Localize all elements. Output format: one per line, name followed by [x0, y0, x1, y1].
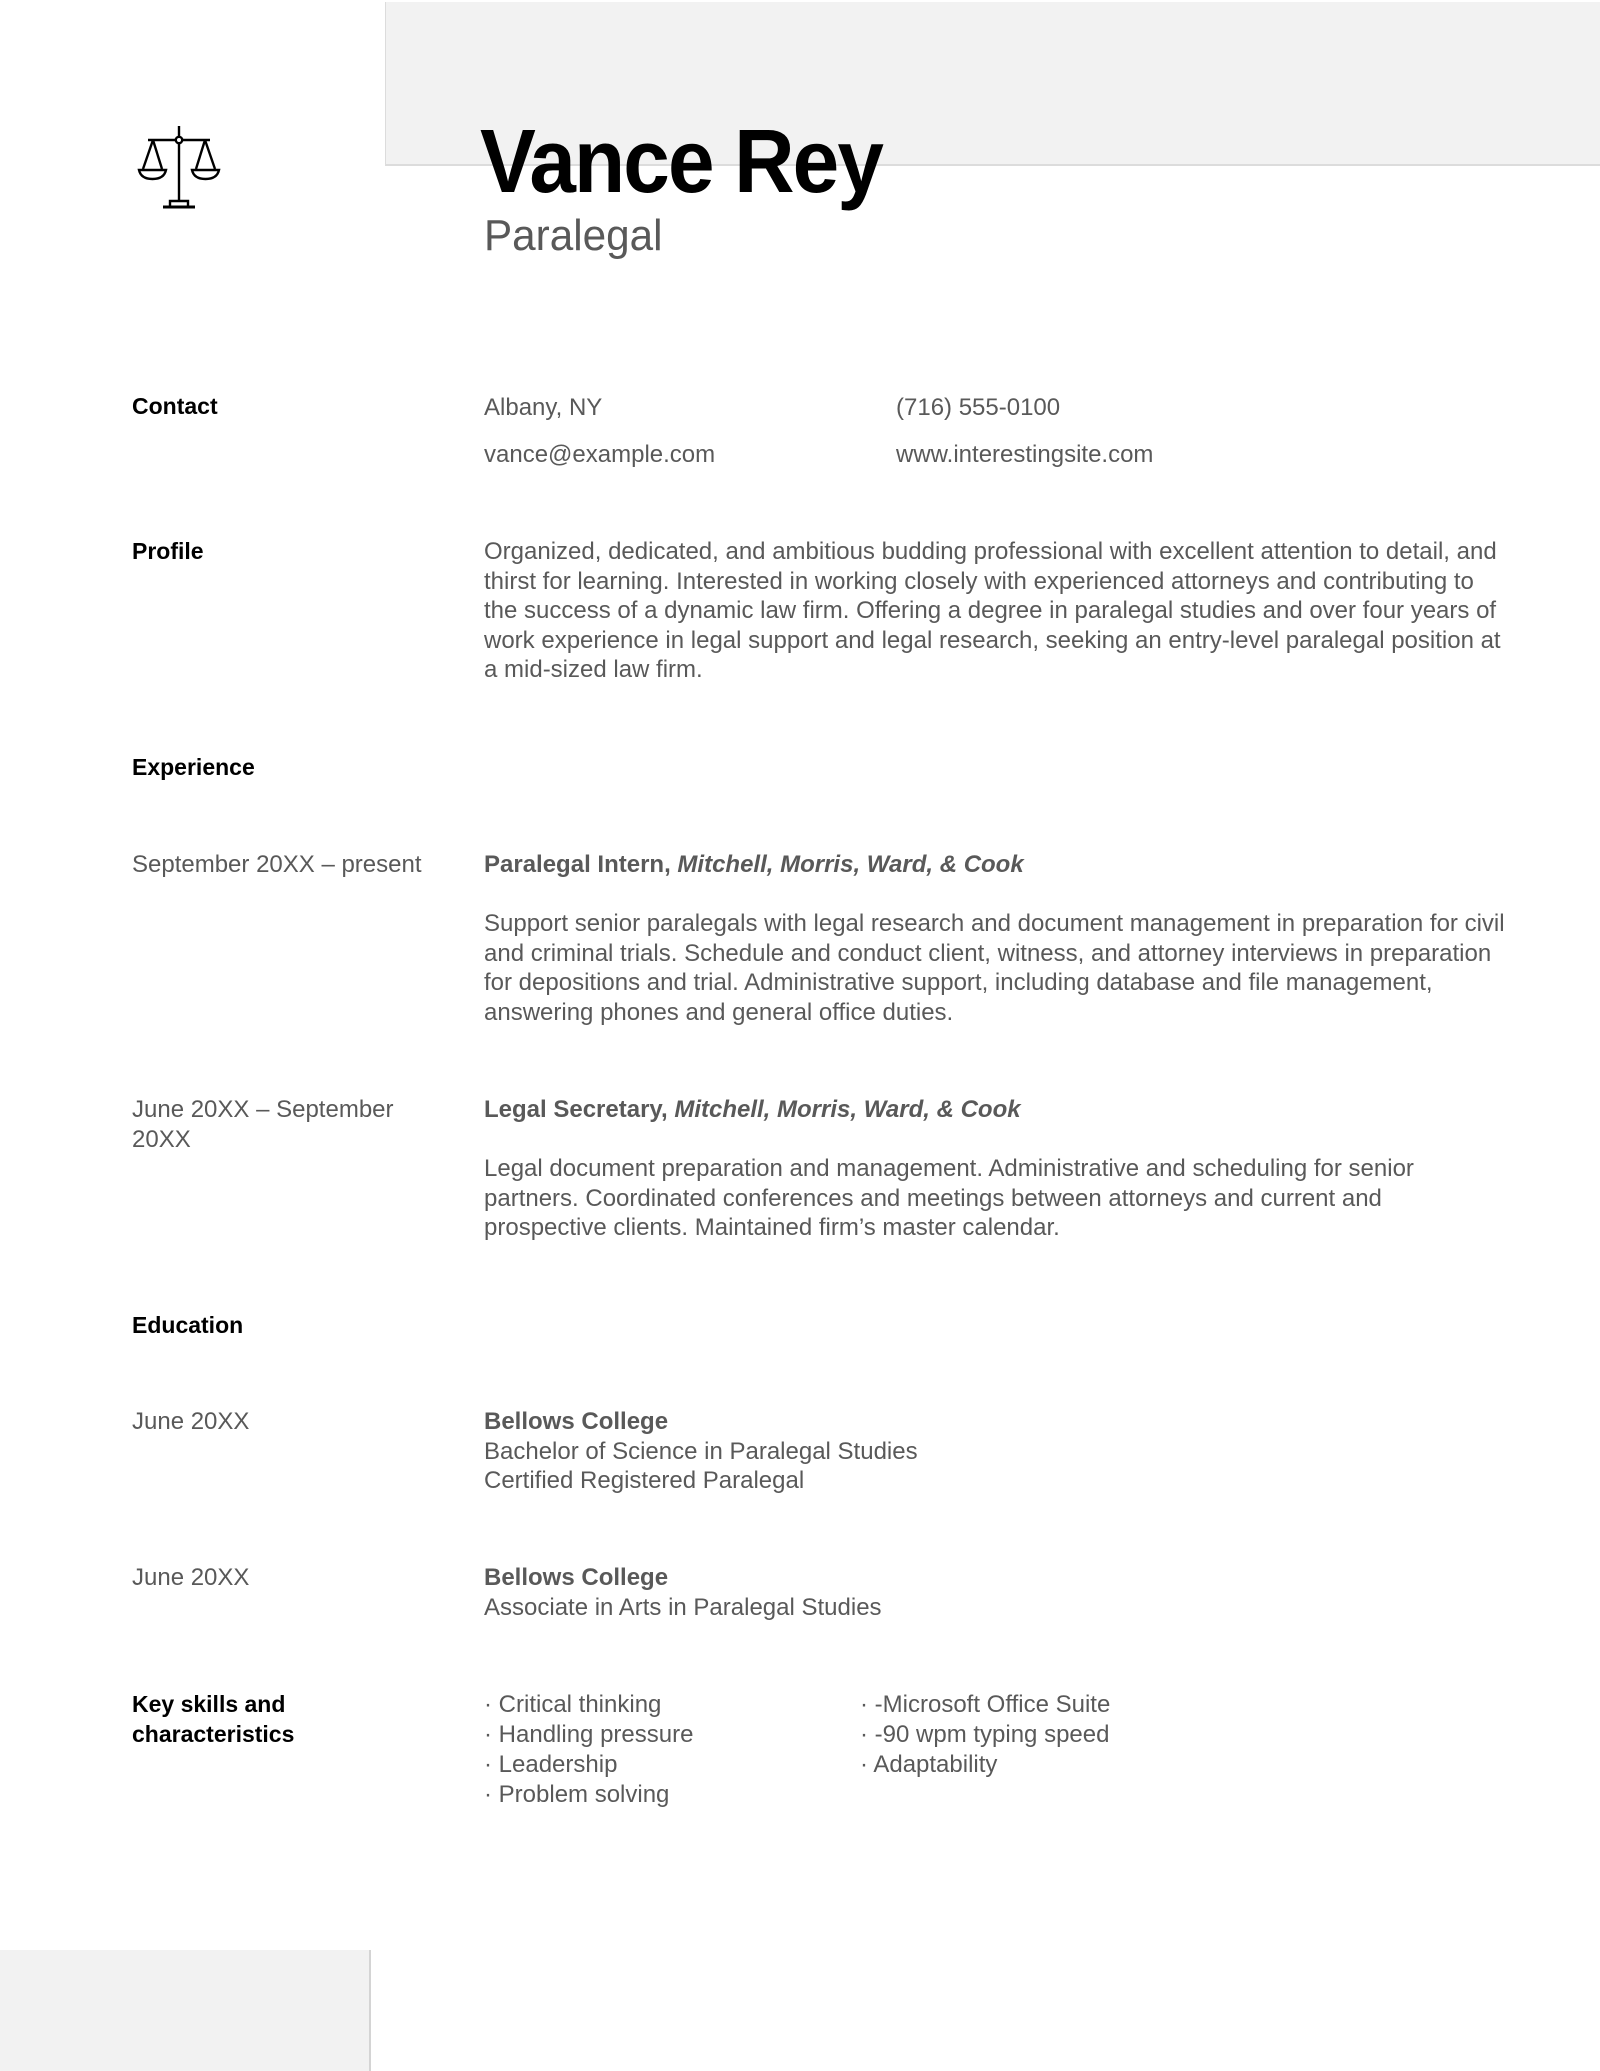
- experience-dates: September 20XX – present: [132, 851, 422, 878]
- education-school: Bellows College: [484, 1564, 669, 1591]
- skill-item: · Handling pressure: [484, 1721, 694, 1748]
- candidate-name: Vance Rey: [480, 112, 883, 212]
- education-date: June 20XX: [132, 1408, 250, 1435]
- section-label-contact: Contact: [132, 393, 218, 419]
- scales-of-justice-icon: [134, 124, 224, 214]
- experience-dates: June 20XX – September 20XX: [132, 1096, 394, 1153]
- education-school: Bellows College: [484, 1408, 669, 1435]
- contact-phone[interactable]: (716) 555-0100: [896, 394, 1061, 421]
- contact-website[interactable]: www.interestingsite.com: [896, 441, 1154, 468]
- job-company: Mitchell, Morris, Ward, & Cook: [677, 851, 1024, 878]
- experience-description: Support senior paralegals with legal research and document management in preparation for civil and criminal trials. Schedule and conduct client, witness, and attorney interviews in preparation for depositions and trial. Administrative support, including database and file management, answering phones and general office duties.: [484, 910, 1505, 1026]
- profile-text: Organized, dedicated, and ambitious budding professional with excellent attention to detail, and thirst for learning. Interested in working closely with experienced attorneys and contributing to the success of a dynamic law firm. Offering a degree in paralegal studies and over four years of work experience in legal support and legal research, seeking an entry-level paralegal position at a mid-sized law firm.: [484, 538, 1501, 683]
- education-degree: Associate in Arts in Paralegal Studies: [484, 1593, 882, 1621]
- section-label-skills: Key skills and characteristics: [132, 1691, 295, 1747]
- skill-item: · Critical thinking: [484, 1691, 662, 1718]
- education-date: June 20XX: [132, 1564, 250, 1591]
- skill-item: · Adaptability: [860, 1751, 998, 1778]
- contact-email[interactable]: vance@example.com: [484, 441, 716, 468]
- candidate-title: Paralegal: [484, 211, 663, 260]
- job-company: Mitchell, Morris, Ward, & Cook: [674, 1096, 1021, 1123]
- skills-column-2: [860, 1690, 1110, 1780]
- section-label-education: Education: [132, 1312, 244, 1338]
- skill-item: · -90 wpm typing speed: [860, 1721, 1110, 1748]
- section-label-experience: Experience: [132, 754, 255, 780]
- skills-column-1: [484, 1690, 693, 1810]
- experience-title: [484, 850, 1024, 880]
- experience-title: [484, 1095, 1021, 1125]
- skill-item: · Problem solving: [484, 1781, 670, 1808]
- contact-location: Albany, NY: [484, 394, 603, 421]
- education-entry: [484, 1407, 918, 1496]
- footer-block: [0, 1950, 371, 2071]
- job-role: Paralegal Intern,: [484, 851, 671, 878]
- experience-description: Legal document preparation and management. Administrative and scheduling for senior partners. Coordinated conferences and meetings between attorneys and current and prospective clients. Maintained firm’s master calendar.: [484, 1155, 1414, 1241]
- skill-item: · Leadership: [484, 1751, 618, 1778]
- section-label-profile: Profile: [132, 538, 204, 564]
- job-role: Legal Secretary,: [484, 1096, 668, 1123]
- education-entry: [484, 1563, 882, 1622]
- education-degree: Bachelor of Science in Paralegal Studies: [484, 1437, 918, 1465]
- education-certification: Certified Registered Paralegal: [484, 1467, 805, 1494]
- skill-item: · -Microsoft Office Suite: [860, 1691, 1111, 1718]
